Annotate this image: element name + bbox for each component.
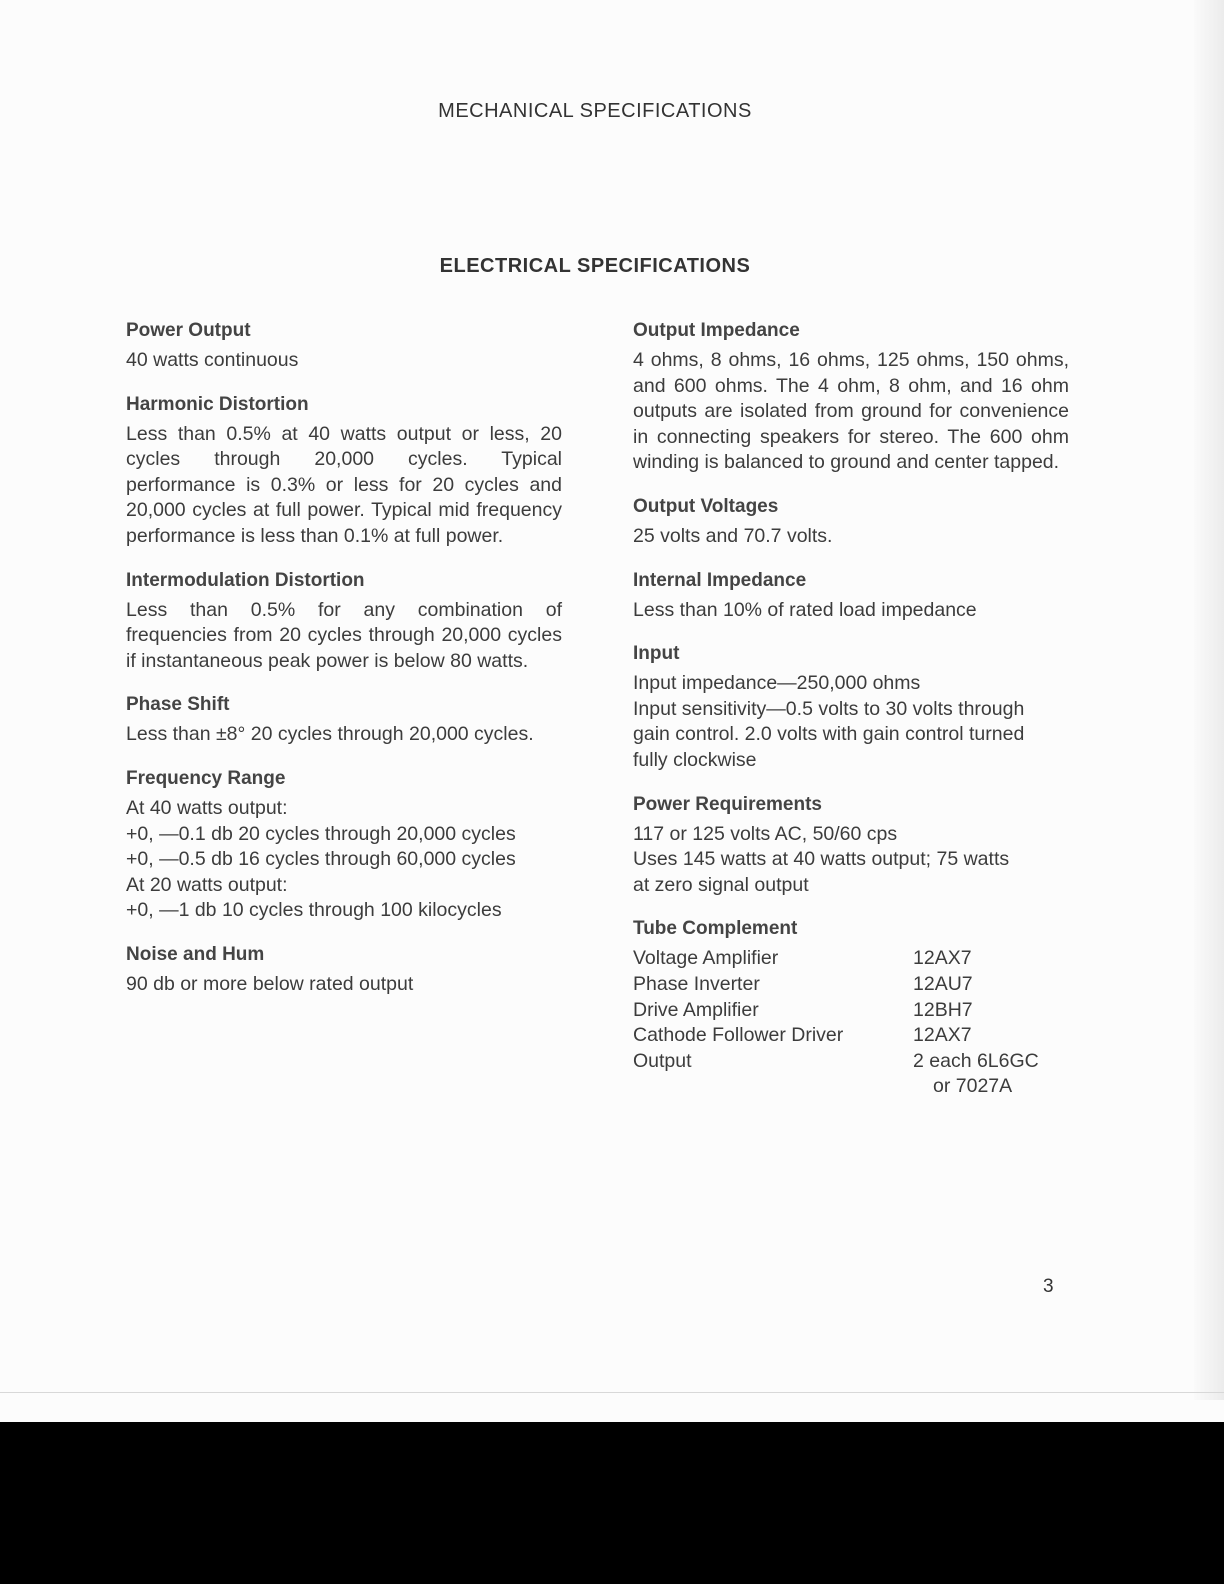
section-line: gain control. 2.0 volts with gain control turned bbox=[633, 723, 1025, 746]
table-row bbox=[633, 1049, 1039, 1075]
input-section bbox=[633, 643, 1069, 773]
section-text: 4 ohms, 8 ohms, 16 ohms, 125 ohms, 150 ohms, and 600 ohms. The 4 ohm, 8 ohm, and 16 ohm outputs are isolated from ground for convenience in connecting speakers for stereo. The 600 ohm winding is balanced to ground and center tapped. bbox=[633, 349, 1069, 474]
power-output-section bbox=[126, 320, 562, 374]
phase-shift-section bbox=[126, 694, 562, 748]
power-requirements-section bbox=[633, 794, 1069, 899]
section-heading: Frequency Range bbox=[126, 767, 286, 789]
section-line: +0, —0.1 db 20 cycles through 20,000 cycles bbox=[126, 822, 516, 845]
harmonic-distortion-section bbox=[126, 394, 562, 550]
section-line: 40 watts continuous bbox=[126, 349, 299, 371]
section-line: At 20 watts output: bbox=[126, 873, 288, 896]
page-bottom-edge bbox=[0, 1392, 1224, 1393]
tube-complement-section bbox=[633, 918, 1069, 1100]
section-heading: Power Output bbox=[126, 320, 251, 341]
section-line: Less than 10% of rated load impedance bbox=[633, 598, 977, 621]
table-row bbox=[633, 972, 1039, 998]
section-text: Less than ±8° 20 cycles through 20,000 cycles. bbox=[126, 723, 534, 746]
section-line: +0, —1 db 10 cycles through 100 kilocycles bbox=[126, 899, 502, 922]
tube-type: 2 each 6L6GC bbox=[913, 1049, 1039, 1072]
section-heading: Tube Complement bbox=[633, 918, 798, 940]
tube-type: 12AX7 bbox=[913, 1024, 972, 1047]
section-line: Input impedance—250,000 ohms bbox=[633, 672, 921, 695]
tube-function: Cathode Follower Driver bbox=[633, 1024, 844, 1047]
tube-type: 12AX7 bbox=[913, 947, 972, 970]
section-heading: Intermodulation Distortion bbox=[126, 569, 365, 591]
electrical-specifications-title: ELECTRICAL SPECIFICATIONS bbox=[439, 255, 751, 277]
section-line: 25 volts and 70.7 volts. bbox=[633, 524, 833, 547]
section-heading: Output Impedance bbox=[633, 320, 800, 341]
section-line: 117 or 125 volts AC, 50/60 cps bbox=[633, 822, 898, 845]
section-heading: Output Voltages bbox=[633, 495, 779, 517]
tube-function: Voltage Amplifier bbox=[633, 947, 779, 970]
table-row bbox=[633, 946, 1039, 972]
tube-type: 12AU7 bbox=[913, 972, 973, 995]
section-heading: Phase Shift bbox=[126, 694, 230, 716]
section-line: 90 db or more below rated output bbox=[126, 972, 414, 995]
mechanical-specifications-title: MECHANICAL SPECIFICATIONS bbox=[438, 100, 752, 122]
page-number: 3 bbox=[1043, 1276, 1054, 1297]
section-line: at zero signal output bbox=[633, 873, 809, 896]
tube-type: or 7027A bbox=[933, 1075, 1013, 1098]
intermodulation-distortion-section bbox=[126, 570, 562, 675]
page-edge-shadow bbox=[1194, 0, 1224, 1400]
section-line: Uses 145 watts at 40 watts output; 75 watts bbox=[633, 848, 1010, 871]
right-column bbox=[633, 320, 1069, 1120]
output-impedance-section bbox=[633, 320, 1069, 476]
section-line: +0, —0.5 db 16 cycles through 60,000 cycles bbox=[126, 848, 516, 871]
section-heading: Power Requirements bbox=[633, 793, 822, 815]
table-row bbox=[633, 998, 1039, 1024]
section-heading: Noise and Hum bbox=[126, 943, 265, 965]
tube-function: Drive Amplifier bbox=[633, 998, 759, 1021]
tube-function bbox=[633, 1074, 913, 1100]
section-line: At 40 watts output: bbox=[126, 796, 288, 819]
output-voltages-section bbox=[633, 496, 1069, 550]
table-row bbox=[633, 1023, 1039, 1049]
section-heading: Input bbox=[633, 643, 680, 665]
internal-impedance-section bbox=[633, 570, 1069, 624]
section-heading: Harmonic Distortion bbox=[126, 393, 309, 415]
tube-function: Output bbox=[633, 1049, 692, 1072]
section-text: Less than 0.5% for any combination of frequencies from 20 cycles through 20,000 cycles if instantaneous peak power is below 80 watts. bbox=[126, 598, 562, 672]
section-line: fully clockwise bbox=[633, 748, 757, 771]
frequency-range-section bbox=[126, 768, 562, 924]
noise-and-hum-section bbox=[126, 944, 562, 998]
left-column bbox=[126, 320, 562, 1018]
tube-complement-table bbox=[633, 946, 1039, 1100]
tube-function: Phase Inverter bbox=[633, 972, 760, 995]
section-text: Less than 0.5% at 40 watts output or less, 20 cycles through 20,000 cycles. Typical performance is 0.3% or less for 20 cycles and 20,000 cycles at full power. Typical mid frequency performance is less than 0.1% at full power. bbox=[126, 422, 562, 547]
section-line: Input sensitivity—0.5 volts to 30 volts through bbox=[633, 697, 1025, 720]
section-heading: Internal Impedance bbox=[633, 569, 807, 591]
tube-type: 12BH7 bbox=[913, 998, 973, 1021]
table-row bbox=[633, 1074, 1039, 1100]
